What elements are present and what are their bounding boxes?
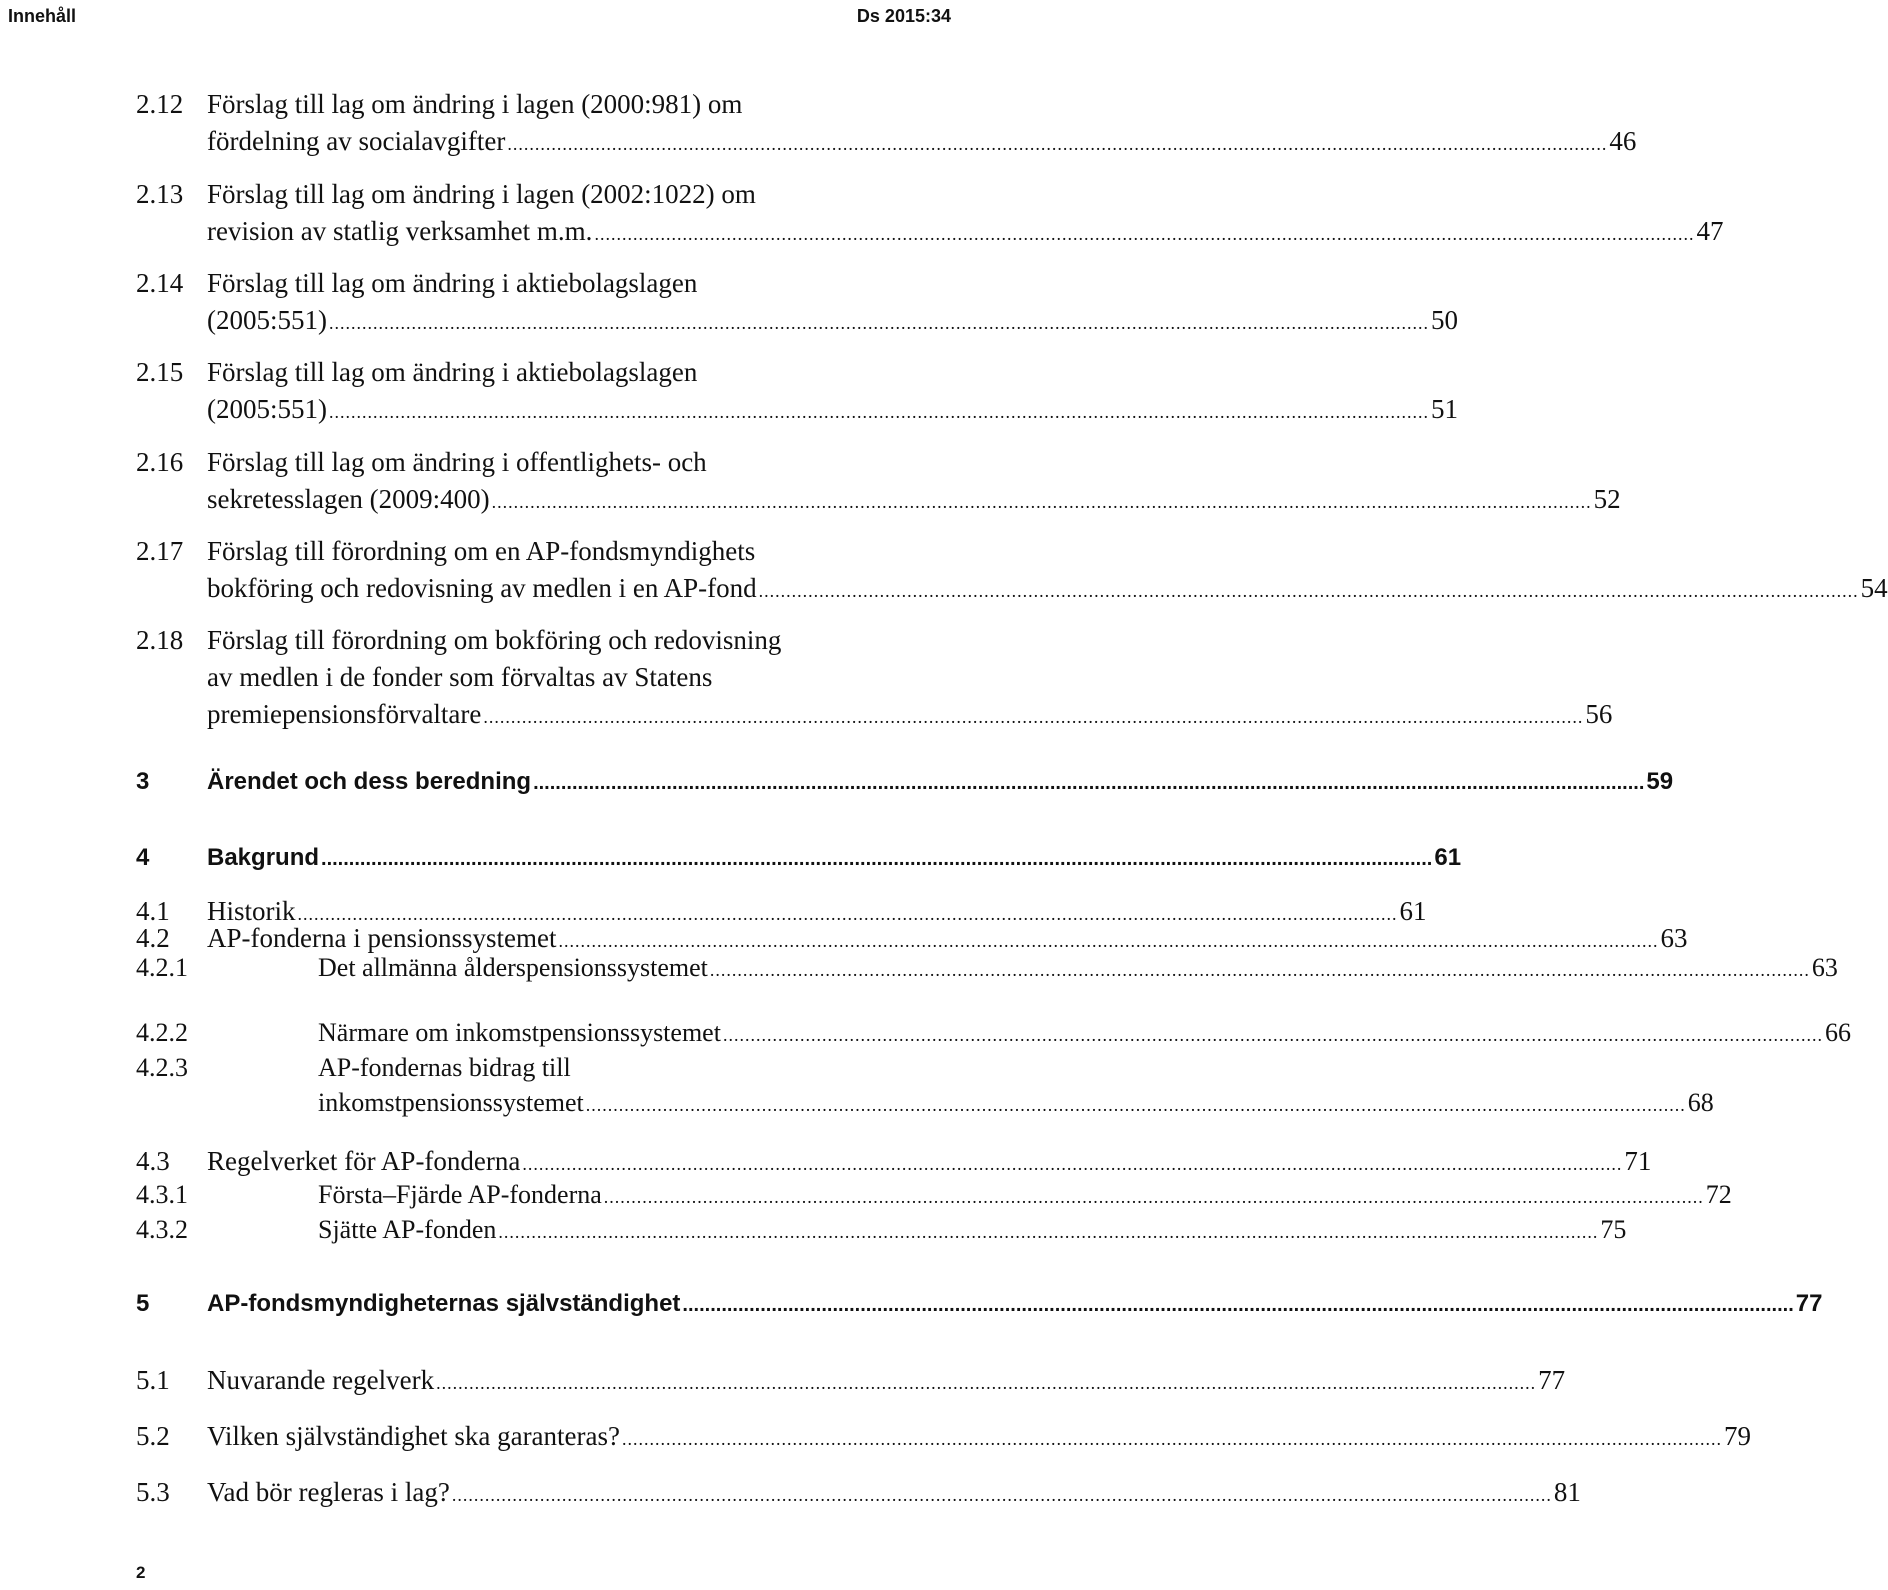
toc-entry-page[interactable]: 51: [1430, 394, 1458, 424]
toc-entry-title-line: Förslag till lag om ändring i lagen (2000:981) om: [207, 89, 743, 119]
toc-entry-leader-row: [207, 302, 1458, 339]
toc-entry-title: [207, 1143, 1652, 1180]
toc-entry-number: 5.3: [136, 1477, 170, 1507]
toc-entry-title: [207, 839, 1462, 876]
dot-leader: ........................................................................................................................................................................................................: [451, 1485, 1552, 1505]
toc-entry-leader-row: [207, 570, 1888, 607]
toc-entry-title-line: premiepensionsförvaltare: [207, 699, 482, 729]
toc-entry-number: 2.18: [136, 625, 184, 655]
dot-leader: ........................................................................................................................................................................................................: [436, 1373, 1537, 1393]
toc-entry-title-line: Första–Fjärde AP-fonderna: [318, 1180, 602, 1209]
toc-entry-number: 4.1: [136, 896, 170, 926]
toc-entry-title-line: Regelverket för AP-fonderna: [207, 1146, 521, 1176]
toc-entry-title-line: sekretesslagen (2009:400): [207, 484, 490, 514]
dot-leader: ........................................................................................................................................................................................................: [722, 1025, 1823, 1045]
toc-entry-title: [207, 622, 1613, 733]
dot-leader: ........................................................................................................................................................................................................: [297, 904, 1398, 924]
toc-entry-title-line: Närmare om inkomstpensionssystemet: [318, 1018, 721, 1047]
toc-entry-leader-row: [207, 123, 1637, 160]
toc-entry-title-line: Förslag till förordning om en AP-fondsmyndighets: [207, 536, 756, 566]
toc-entry-page[interactable]: 54: [1860, 573, 1888, 603]
toc-entry-title-line: Vad bör regleras i lag?: [207, 1477, 450, 1507]
dot-leader: ........................................................................................................................................................................................................: [585, 1095, 1686, 1115]
toc-entry-title: [207, 1474, 1581, 1511]
toc-entry-number: 2.12: [136, 89, 184, 119]
toc-entry-page[interactable]: 47: [1696, 216, 1724, 246]
toc-entry-page[interactable]: 63: [1811, 953, 1838, 982]
toc-entry-title-line: (2005:551): [207, 305, 327, 335]
toc-entry-page[interactable]: 66: [1824, 1018, 1851, 1047]
toc-entry-title: [207, 86, 1637, 160]
toc-entry-title-line: Sjätte AP-fonden: [318, 1215, 497, 1244]
toc-entry-title-line: Förslag till lag om ändring i offentlighets- och: [207, 447, 707, 477]
dot-leader: ........................................................................................................................................................................................................: [321, 848, 1433, 870]
toc-entry-leader-row: [318, 1015, 1851, 1050]
toc-entry-title: [207, 1362, 1566, 1399]
toc-entry-leader-row: [207, 1362, 1566, 1399]
toc-entry-leader-row: [207, 213, 1724, 250]
toc-entry-leader-row: [207, 1285, 1823, 1322]
toc-entry-title-line: inkomstpensionssystemet: [318, 1088, 584, 1117]
toc-entry-title-line: Nuvarande regelverk: [207, 1365, 435, 1395]
toc-entry-number: 2.15: [136, 357, 184, 387]
toc-entry-page[interactable]: 68: [1687, 1088, 1714, 1117]
toc-entry-title: [318, 1177, 1732, 1212]
toc-entry-page[interactable]: 63: [1660, 923, 1688, 953]
toc-entry-number: 4.2: [136, 923, 170, 953]
toc-entry-title-line: Förslag till förordning om bokföring och redovisning: [207, 625, 782, 655]
toc-entry-page[interactable]: 50: [1430, 305, 1458, 335]
toc-entry-title: [207, 176, 1724, 250]
toc-entry-title-line: Bakgrund: [207, 844, 320, 871]
toc-entry-title-line: Ärendet och dess beredning: [207, 768, 532, 795]
toc-entry-title-line: Det allmänna ålderspensionssystemet: [318, 953, 708, 982]
toc-entry-title-line: revision av statlig verksamhet m.m.: [207, 216, 593, 246]
toc-entry-title-line: (2005:551): [207, 394, 327, 424]
toc-entry-title-line: Förslag till lag om ändring i lagen (2002:1022) om: [207, 179, 756, 209]
toc-entry-page[interactable]: 77: [1795, 1290, 1823, 1317]
running-header-document-id: Ds 2015:34: [856, 6, 951, 26]
dot-leader: ........................................................................................................................................................................................................: [533, 772, 1645, 794]
toc-entry-title-line: av medlen i de fonder som förvaltas av Statens: [207, 662, 713, 692]
dot-leader: ........................................................................................................................................................................................................: [622, 1429, 1722, 1449]
toc-entry-number: 2.17: [136, 536, 184, 566]
toc-entry-title: [207, 354, 1458, 428]
toc-entry-page[interactable]: 81: [1553, 1477, 1581, 1507]
toc-entry-number: 4: [136, 844, 150, 871]
toc-entry-page[interactable]: 61: [1434, 844, 1462, 871]
toc-entry-title-line: Historik: [207, 896, 296, 926]
toc-entry-number: 4.3.1: [136, 1180, 188, 1209]
toc-entry-number: 4.3.2: [136, 1215, 188, 1244]
dot-leader: ........................................................................................................................................................................................................: [558, 931, 1659, 951]
toc-entry-title: [318, 1015, 1851, 1050]
toc-entry-title-line: AP-fondsmyndigheternas självständighet: [207, 1290, 681, 1317]
toc-entry-title-line: Förslag till lag om ändring i aktiebolagslagen: [207, 357, 698, 387]
dot-leader: ........................................................................................................................................................................................................: [328, 402, 1429, 422]
dot-leader: ........................................................................................................................................................................................................: [709, 960, 1810, 980]
running-header-section: Innehåll: [8, 6, 77, 26]
toc-entry-page[interactable]: 71: [1624, 1146, 1652, 1176]
dot-leader: ........................................................................................................................................................................................................: [603, 1187, 1704, 1207]
page-number: 2: [136, 1563, 146, 1582]
toc-entry-leader-row: [207, 1474, 1581, 1511]
toc-entry-title: [318, 950, 1838, 985]
toc-entry-leader-row: [318, 1177, 1732, 1212]
dot-leader: ........................................................................................................................................................................................................: [522, 1154, 1623, 1174]
toc-entry-number: 2.13: [136, 179, 184, 209]
toc-entry-title: [207, 1285, 1823, 1322]
toc-entry-leader-row: [318, 1212, 1627, 1247]
dot-leader: ........................................................................................................................................................................................................: [328, 313, 1429, 333]
dot-leader: ........................................................................................................................................................................................................: [682, 1294, 1794, 1316]
toc-entry-title-line: bokföring och redovisning av medlen i en AP-fond: [207, 573, 757, 603]
toc-entry-number: 3: [136, 768, 150, 795]
toc-entry-page[interactable]: 75: [1600, 1215, 1627, 1244]
dot-leader: ........................................................................................................................................................................................................: [491, 492, 1592, 512]
dot-leader: ........................................................................................................................................................................................................: [758, 581, 1859, 601]
toc-entry-page[interactable]: 59: [1646, 768, 1674, 795]
toc-entry-page[interactable]: 61: [1399, 896, 1427, 926]
toc-entry-number: 5.1: [136, 1365, 170, 1395]
toc-entry-page[interactable]: 72: [1705, 1180, 1732, 1209]
toc-entry-title: [318, 1212, 1627, 1247]
toc-entry-title-line: AP-fonderna i pensionssystemet: [207, 923, 557, 953]
toc-entry-number: 4.2.2: [136, 1018, 188, 1047]
toc-entry-page[interactable]: 56: [1585, 699, 1613, 729]
toc-entry-title-line: Vilken självständighet ska garanteras?: [207, 1421, 620, 1451]
toc-entry-page[interactable]: 46: [1609, 126, 1637, 156]
toc-entry-leader-row: [207, 1143, 1652, 1180]
toc-entry-title: [207, 1418, 1751, 1455]
dot-leader: ........................................................................................................................................................................................................: [498, 1222, 1599, 1242]
toc-entry-page[interactable]: 77: [1538, 1365, 1566, 1395]
toc-entry-leader-row: [318, 1085, 1714, 1120]
toc-entry-number: 5: [136, 1290, 150, 1317]
toc-entry-leader-row: [318, 950, 1838, 985]
toc-entry-number: 4.2.1: [136, 953, 188, 982]
toc-entry-leader-row: [207, 696, 1613, 733]
toc-entry-title: [207, 444, 1621, 518]
dot-leader: ........................................................................................................................................................................................................: [483, 707, 1584, 727]
toc-entry-title: [207, 265, 1458, 339]
toc-entry-page[interactable]: 79: [1724, 1421, 1751, 1451]
toc-entry-title-line: AP-fondernas bidrag till: [318, 1053, 571, 1082]
dot-leader: ........................................................................................................................................................................................................: [594, 224, 1695, 244]
toc-entry-number: 4.2.3: [136, 1053, 188, 1082]
toc-entry-leader-row: [207, 391, 1458, 428]
toc-entry-title-line: Förslag till lag om ändring i aktiebolagslagen: [207, 268, 698, 298]
toc-entry-leader-row: [207, 763, 1674, 800]
toc-entry-leader-row: [207, 481, 1621, 518]
toc-entry-leader-row: [207, 1418, 1751, 1455]
toc-entry-title: [207, 533, 1888, 607]
toc-entry-number: 4.3: [136, 1146, 170, 1176]
toc-entry-number: 2.16: [136, 447, 184, 477]
dot-leader: ........................................................................................................................................................................................................: [507, 134, 1608, 154]
toc-entry-title: [207, 763, 1674, 800]
toc-entry-number: 5.2: [136, 1421, 170, 1451]
toc-entry-page[interactable]: 52: [1593, 484, 1621, 514]
toc-entry-number: 2.14: [136, 268, 184, 298]
toc-entry-title: [318, 1050, 1714, 1120]
toc-entry-leader-row: [207, 839, 1462, 876]
toc-entry-title-line: fördelning av socialavgifter: [207, 126, 506, 156]
